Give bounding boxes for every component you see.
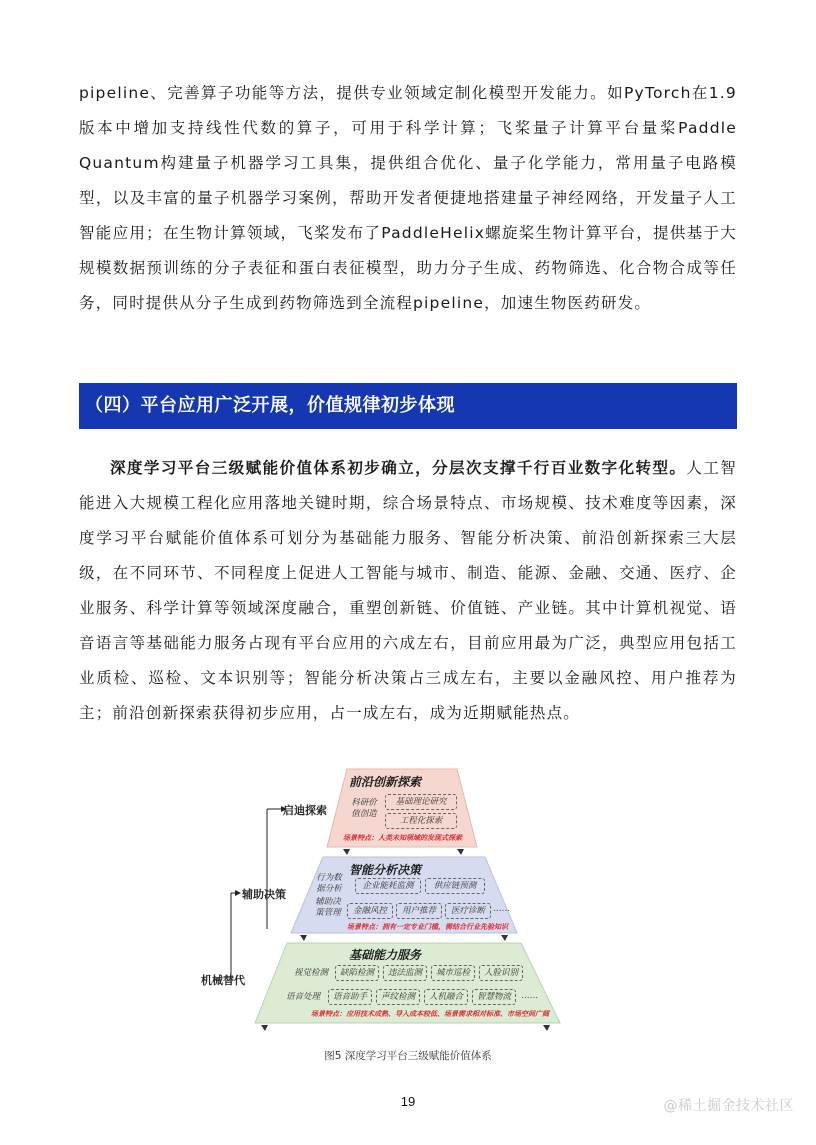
tier-bottom-ellipsis: ...... [521,991,539,1001]
tier-bottom-row2-label: 语音处理 [285,992,320,1002]
tier-top-marker-right [457,849,464,855]
tier-top-side-label: 科研价值创造 [351,798,377,819]
box-defect-detection: 缺陷检测 [335,965,379,981]
box-voiceprint-detection: 声纹检测 [376,989,420,1005]
box-violation-monitoring: 违法监测 [383,965,427,981]
tier-middle-ellipsis: ...... [493,904,511,914]
watermark: @稀土掘金技术社区 [663,1098,794,1114]
tier-middle-row1-label: 行为数据分析 [316,873,342,894]
tier-middle-marker-left [300,935,307,941]
box-voice-assistant: 语音助手 [328,989,372,1005]
value-pyramid-figure [195,765,575,1040]
tier-middle-title: 智能分析决策 [348,863,421,877]
box-energy-monitoring: 企业能耗监测 [355,878,421,894]
paragraph-2-body: 人工智能进入大规模工程化应用落地关键时期，综合场景特点、市场规模、技术难度等因素，深度学习平台赋能价值体系可划分为基础能力服务、智能分析决策、前沿创新探索三大层级，在不同环节、不同程度上促进人工智能与城市、制造、能源、金融、交通、医疗、企业服务、科学计算等领域深度融合，重塑创新链、价值链、产业链。其中计算机视觉、语音语言等基础能力服务占现有平台应用的六成左右，目前应用最为广泛，典型应用包括工业质检、巡检、文本识别等；智能分析决策占三成左右，主要以金融风控、用户推荐为主；前沿创新探索获得初步应用，占一成左右，成为近期赋能热点。 [79,459,737,722]
tier-bottom-row1-label: 视觉检测 [293,968,328,978]
body-paragraph-2 [79,451,737,731]
box-smart-logistics: 智慧物流 [472,989,516,1005]
tier-top-title: 前沿创新探索 [348,775,421,789]
box-financial-risk: 金融风控 [347,903,393,919]
box-human-machine-fusion: 人机融合 [424,989,468,1005]
left-label-middle: 辅助决策 [242,888,286,901]
figure-caption: 图5 深度学习平台三级赋能价值体系 [324,1050,492,1062]
page-number: 19 [400,1094,416,1109]
tier-middle-note: 场景特点：拥有一定专业门槛，需结合行业先验知识 [347,923,508,931]
paragraph-2-lead: 深度学习平台三级赋能价值体系初步确立，分层次支撑千行百业数字化转型。 [110,459,687,477]
tier-bottom-note: 场景特点：应用技术成熟、导入成本较低、场景需求相对标准、市场空间广阔 [311,1010,549,1018]
body-paragraph-1: pipeline、完善算子功能等方法，提供专业领域定制化模型开发能力。如PyTorch在1.9版本中增加支持线性代数的算子，可用于科学计算；飞桨量子计算平台量桨Paddle Quantum构建量子机器学习工具集，提供组合优化、量子化学能力，常用量子电路模型，以及丰富的量子机器学习案例，帮助开发者便捷地搭建量子神经网络，开发量子人工智能应用；在生物计算领域，飞桨发布了PaddleHelix螺旋桨生物计算平台，提供基于大规模数据预训练的分子表征和蛋白表征模型，助力分子生成、药物筛选、化合物合成等任务，同时提供从分子生成到药物筛选到全流程pipeline，加速生物医药研发。 [79,84,737,312]
box-face-recognition: 人脸识别 [479,965,523,981]
box-user-recommendation: 用户推荐 [396,903,442,919]
tier-top-marker-left [343,849,350,855]
box-basic-research: 基础理论研究 [385,794,457,810]
tier-bottom-marker-left [261,1025,268,1031]
bracket-mid-arrow [235,890,241,896]
section-heading: （四）平台应用广泛开展，价值规律初步体现 [79,383,737,429]
left-label-bottom: 机械替代 [201,974,245,987]
tier-top-note: 场景特点：人类未知领域的发现式探索 [343,834,462,842]
box-medical-diagnosis: 医疗诊断 [445,903,491,919]
tier-bottom-marker-right [543,1025,550,1031]
box-engineering-exploration: 工程化探索 [385,813,457,829]
tier-bottom-title: 基础能力服务 [348,948,421,962]
left-label-top: 启迪探索 [283,804,327,817]
box-supply-chain-forecast: 供应链预测 [425,878,485,894]
tier-middle-marker-right [501,935,508,941]
tier-middle-row2-label: 辅助决策管理 [315,897,341,918]
box-city-inspection: 城市巡检 [431,965,475,981]
